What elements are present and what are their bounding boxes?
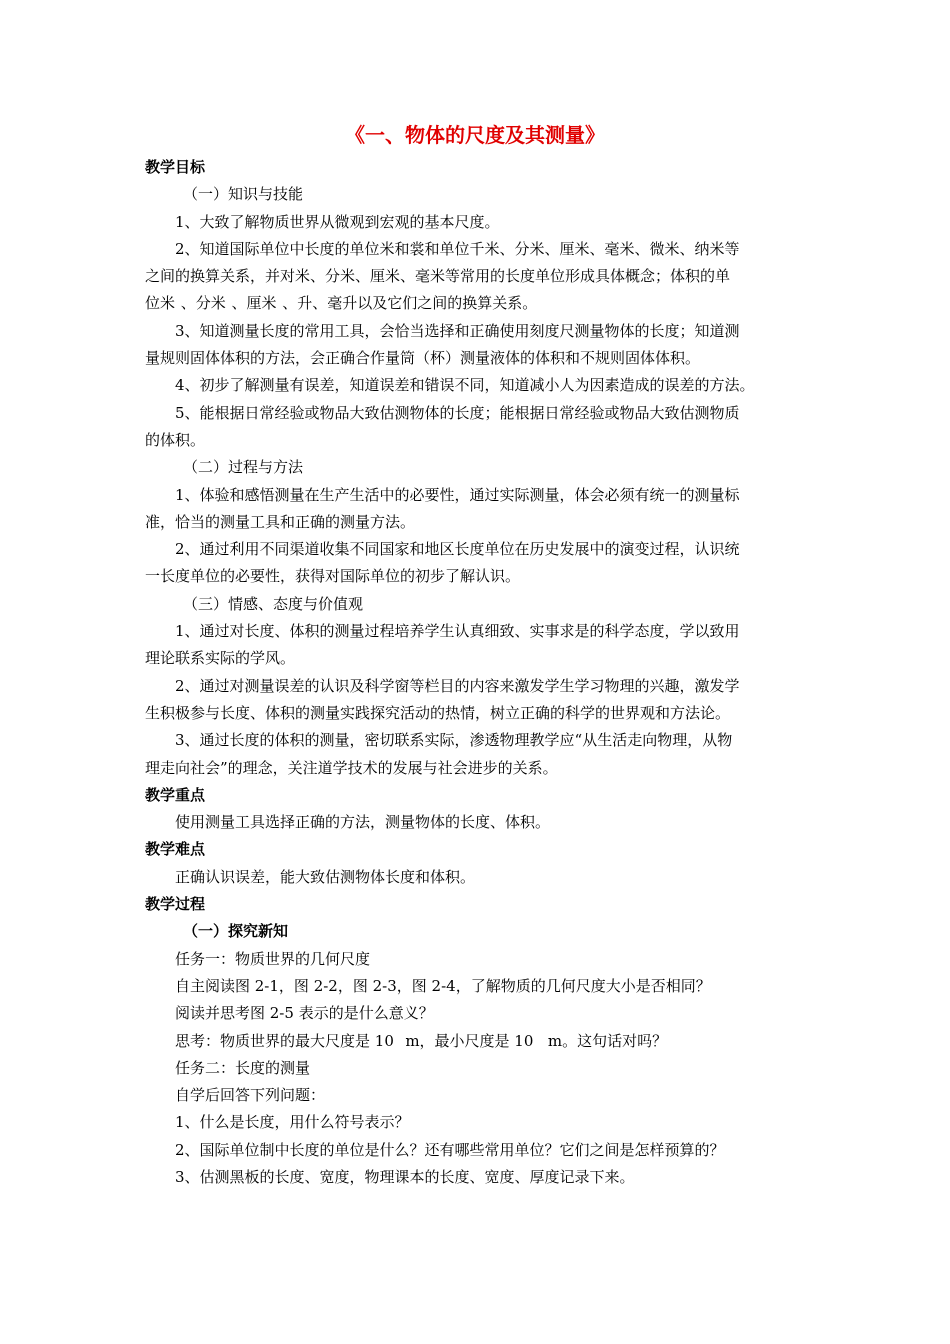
heading-teaching-goals: 教学目标 — [145, 158, 206, 176]
paragraph-line: 3、估测黑板的长度、宽度，物理课本的长度、宽度、厚度记录下来。 — [175, 1167, 635, 1186]
paragraph-line: 准，恰当的测量工具和正确的测量方法。 — [145, 512, 416, 531]
paragraph-line: 任务一：物质世界的几何尺度 — [175, 949, 371, 968]
paragraph-line: 自学后回答下列问题： — [175, 1086, 326, 1105]
paragraph-line — [145, 1028, 817, 1055]
subheading-process: （二）过程与方法 — [183, 458, 304, 477]
paragraph-line: 阅读并思考图 2-5 表示的是什么意义？ — [175, 1004, 434, 1023]
paragraph-line: 1、通过对长度、体积的测量过程培养学生认真细致、实事求是的科学态度，学以致用 — [175, 622, 740, 641]
paragraph-line: 1、体验和感悟测量在生产生活中的必要性，通过实际测量，体会必须有统一的测量标 — [175, 485, 740, 504]
paragraph-line: 3、通过长度的体积的测量，密切联系实际，渗透物理教学应“从生活走向物理，从物 — [175, 731, 733, 750]
paragraph-line: 自主阅读图 2-1，图 2-2，图 2-3，图 2-4，了解物质的几何尺度大小是否相同？ — [175, 976, 711, 995]
text-run: m，最小尺度是 10 — [405, 1031, 534, 1050]
heading-teaching-process: 教学过程 — [145, 895, 206, 914]
text-run: 、升、毫升以及它们之间的换算关系。 — [282, 294, 538, 313]
paragraph-line: 之间的换算关系，并对米、分米、厘米、毫米等常用的长度单位形成具体概念；体积的单 — [145, 267, 731, 286]
paragraph-line: 正确认识误差，能大致估测物体长度和体积。 — [175, 867, 476, 886]
paragraph-line: 5、能根据日常经验或物品大致估测物体的长度；能根据日常经验或物品大致估测物质 — [175, 403, 740, 422]
text-run: 、厘米 — [231, 294, 277, 313]
paragraph-line: 2、通过利用不同渠道收集不同国家和地区长度单位在历史发展中的演变过程，认识统 — [175, 540, 740, 559]
subheading-emotion: （三）情感、态度与价值观 — [183, 594, 364, 613]
text-run: 位米 — [145, 294, 176, 313]
paragraph-line: 任务二：长度的测量 — [175, 1058, 311, 1077]
paragraph-line: 4、初步了解测量有误差，知道误差和错误不同，知道减小人为因素造成的误差的方法。 — [175, 376, 755, 395]
paragraph-line: 2、通过对测量误差的认识及科学窗等栏目的内容来激发学生学习物理的兴趣，激发学 — [175, 676, 740, 695]
heading-difficulties: 教学难点 — [145, 840, 206, 859]
paragraph-line: 一长度单位的必要性，获得对国际单位的初步了解认识。 — [145, 567, 521, 586]
text-run: 思考：物质世界的最大尺度是 10 — [175, 1031, 394, 1050]
text-run: m。这句话对吗？ — [547, 1031, 668, 1050]
subheading-knowledge: （一）知识与技能 — [183, 185, 304, 204]
paragraph-line — [145, 290, 817, 317]
paragraph-line: 1、大致了解物质世界从微观到宏观的基本尺度。 — [175, 212, 500, 231]
paragraph-line: 理论联系实际的学风。 — [145, 649, 296, 668]
paragraph-line: 量规则固体体积的方法，会正确合作量筒（杯）测量液体的体积和不规则固体体积。 — [145, 349, 701, 368]
paragraph-line: 生积极参与长度、体积的测量实践探究活动的热情，树立正确的科学的世界观和方法论。 — [145, 703, 731, 722]
subheading-explore: （一）探究新知 — [183, 922, 289, 941]
paragraph-line: 3、知道测量长度的常用工具，会恰当选择和正确使用刻度尺测量物体的长度；知道测 — [175, 321, 740, 340]
paragraph-line: 1、什么是长度，用什么符号表示？ — [175, 1113, 410, 1132]
text-run: 、分米 — [180, 294, 226, 313]
paragraph-line: 理走向社会”的理念，关注道学技术的发展与社会进步的关系。 — [145, 758, 558, 777]
paragraph-line: 的体积。 — [145, 430, 206, 449]
paragraph-line: 2、国际单位制中长度的单位是什么？还有哪些常用单位？它们之间是怎样预算的？ — [175, 1140, 725, 1159]
paragraph-line: 使用测量工具选择正确的方法，测量物体的长度、体积。 — [175, 813, 551, 832]
document-title: 《一、物体的尺度及其测量》 — [345, 123, 605, 147]
heading-key-points: 教学重点 — [145, 785, 206, 804]
document-body — [145, 154, 817, 1191]
paragraph-line: 2、知道国际单位中长度的单位米和裳和单位千米、分米、厘米、毫米、微米、纳米等 — [175, 239, 740, 258]
